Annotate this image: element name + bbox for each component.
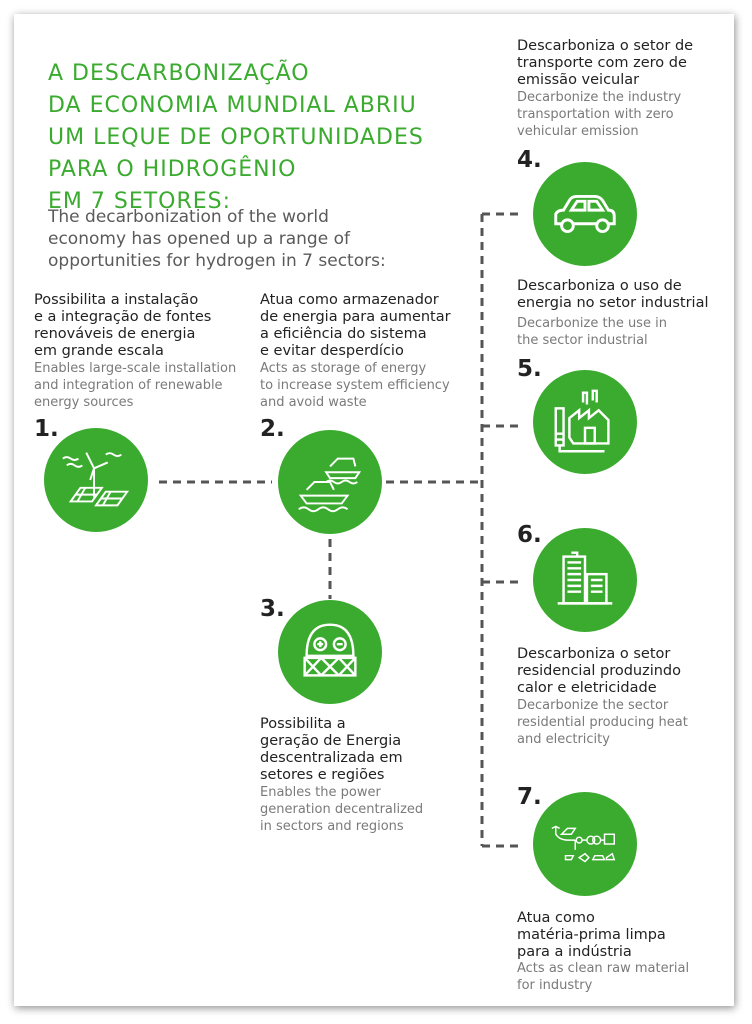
ships-icon [291, 443, 369, 521]
sector-1-circle [44, 428, 148, 532]
main-title: A DESCARBONIZAÇÃO DA ECONOMIA MUNDIAL ABRIU UM LEQUE DE OPORTUNIDADES PARA O HIDROGÊNIO EM 7 SETORES: [48, 61, 424, 214]
sector-3-pt: Possibilita a geração de Energia descentralizada em setores e regiões [260, 716, 403, 783]
sector-4-number: 4. [517, 147, 542, 173]
hydrogen-chain-icon [546, 805, 624, 883]
sector-3-en: Enables the power generation decentralized in sectors and regions [260, 785, 424, 834]
sector-2-en: Acts as storage of energy to increase system efficiency and avoid waste [260, 361, 450, 410]
buildings-icon [546, 541, 624, 619]
sector-5-number: 5. [517, 356, 542, 382]
sector-3-number: 3. [260, 596, 285, 622]
sector-1-en: Enables large-scale installation and integration of renewable energy sources [34, 361, 237, 410]
factory-icon [546, 383, 624, 461]
sector-7-number: 7. [517, 784, 542, 810]
car-icon [546, 175, 624, 253]
sector-3-circle [278, 600, 382, 704]
sector-2-number: 2. [260, 416, 285, 442]
sector-5-pt: Descarboniza o uso de energia no setor industrial [517, 278, 709, 311]
sector-5-en: Decarbonize the use in the sector industrial [517, 316, 667, 348]
sector-1-number: 1. [34, 416, 59, 442]
sector-6-pt: Descarboniza o setor residencial produzindo calor e eletricidade [517, 646, 682, 696]
sector-1-pt: Possibilita a instalação e a integração de fontes renováveis de energia em grande escala [34, 292, 212, 359]
sector-2-circle [278, 430, 382, 534]
sector-6-en: Decarbonize the sector residential producing heat and electricity [517, 698, 688, 747]
sector-2-pt: Atua como armazenador de energia para aumentar a eficiência do sistema e evitar desperdício [260, 292, 451, 359]
sector-7-circle [533, 792, 637, 896]
infographic-card [14, 14, 734, 1006]
sector-7-en: Acts as clean raw material for industry [517, 961, 690, 993]
sector-4-en: Decarbonize the industry transportation with zero vehicular emission [517, 90, 682, 139]
main-subtitle: The decarbonization of the world economy has opened up a range of opportunities for hydrogen in 7 sectors: [48, 207, 386, 271]
sector-6-number: 6. [517, 522, 542, 548]
sector-4-pt: Descarboniza o setor de transporte com zero de emissão veicular [517, 38, 694, 88]
sector-5-circle [533, 370, 637, 474]
sector-6-circle [533, 528, 637, 632]
battery-icon [291, 613, 369, 691]
sector-7-pt: Atua como matéria-prima limpa para a indústria [517, 910, 666, 960]
sector-4-circle [533, 162, 637, 266]
wind-solar-icon [57, 441, 135, 519]
